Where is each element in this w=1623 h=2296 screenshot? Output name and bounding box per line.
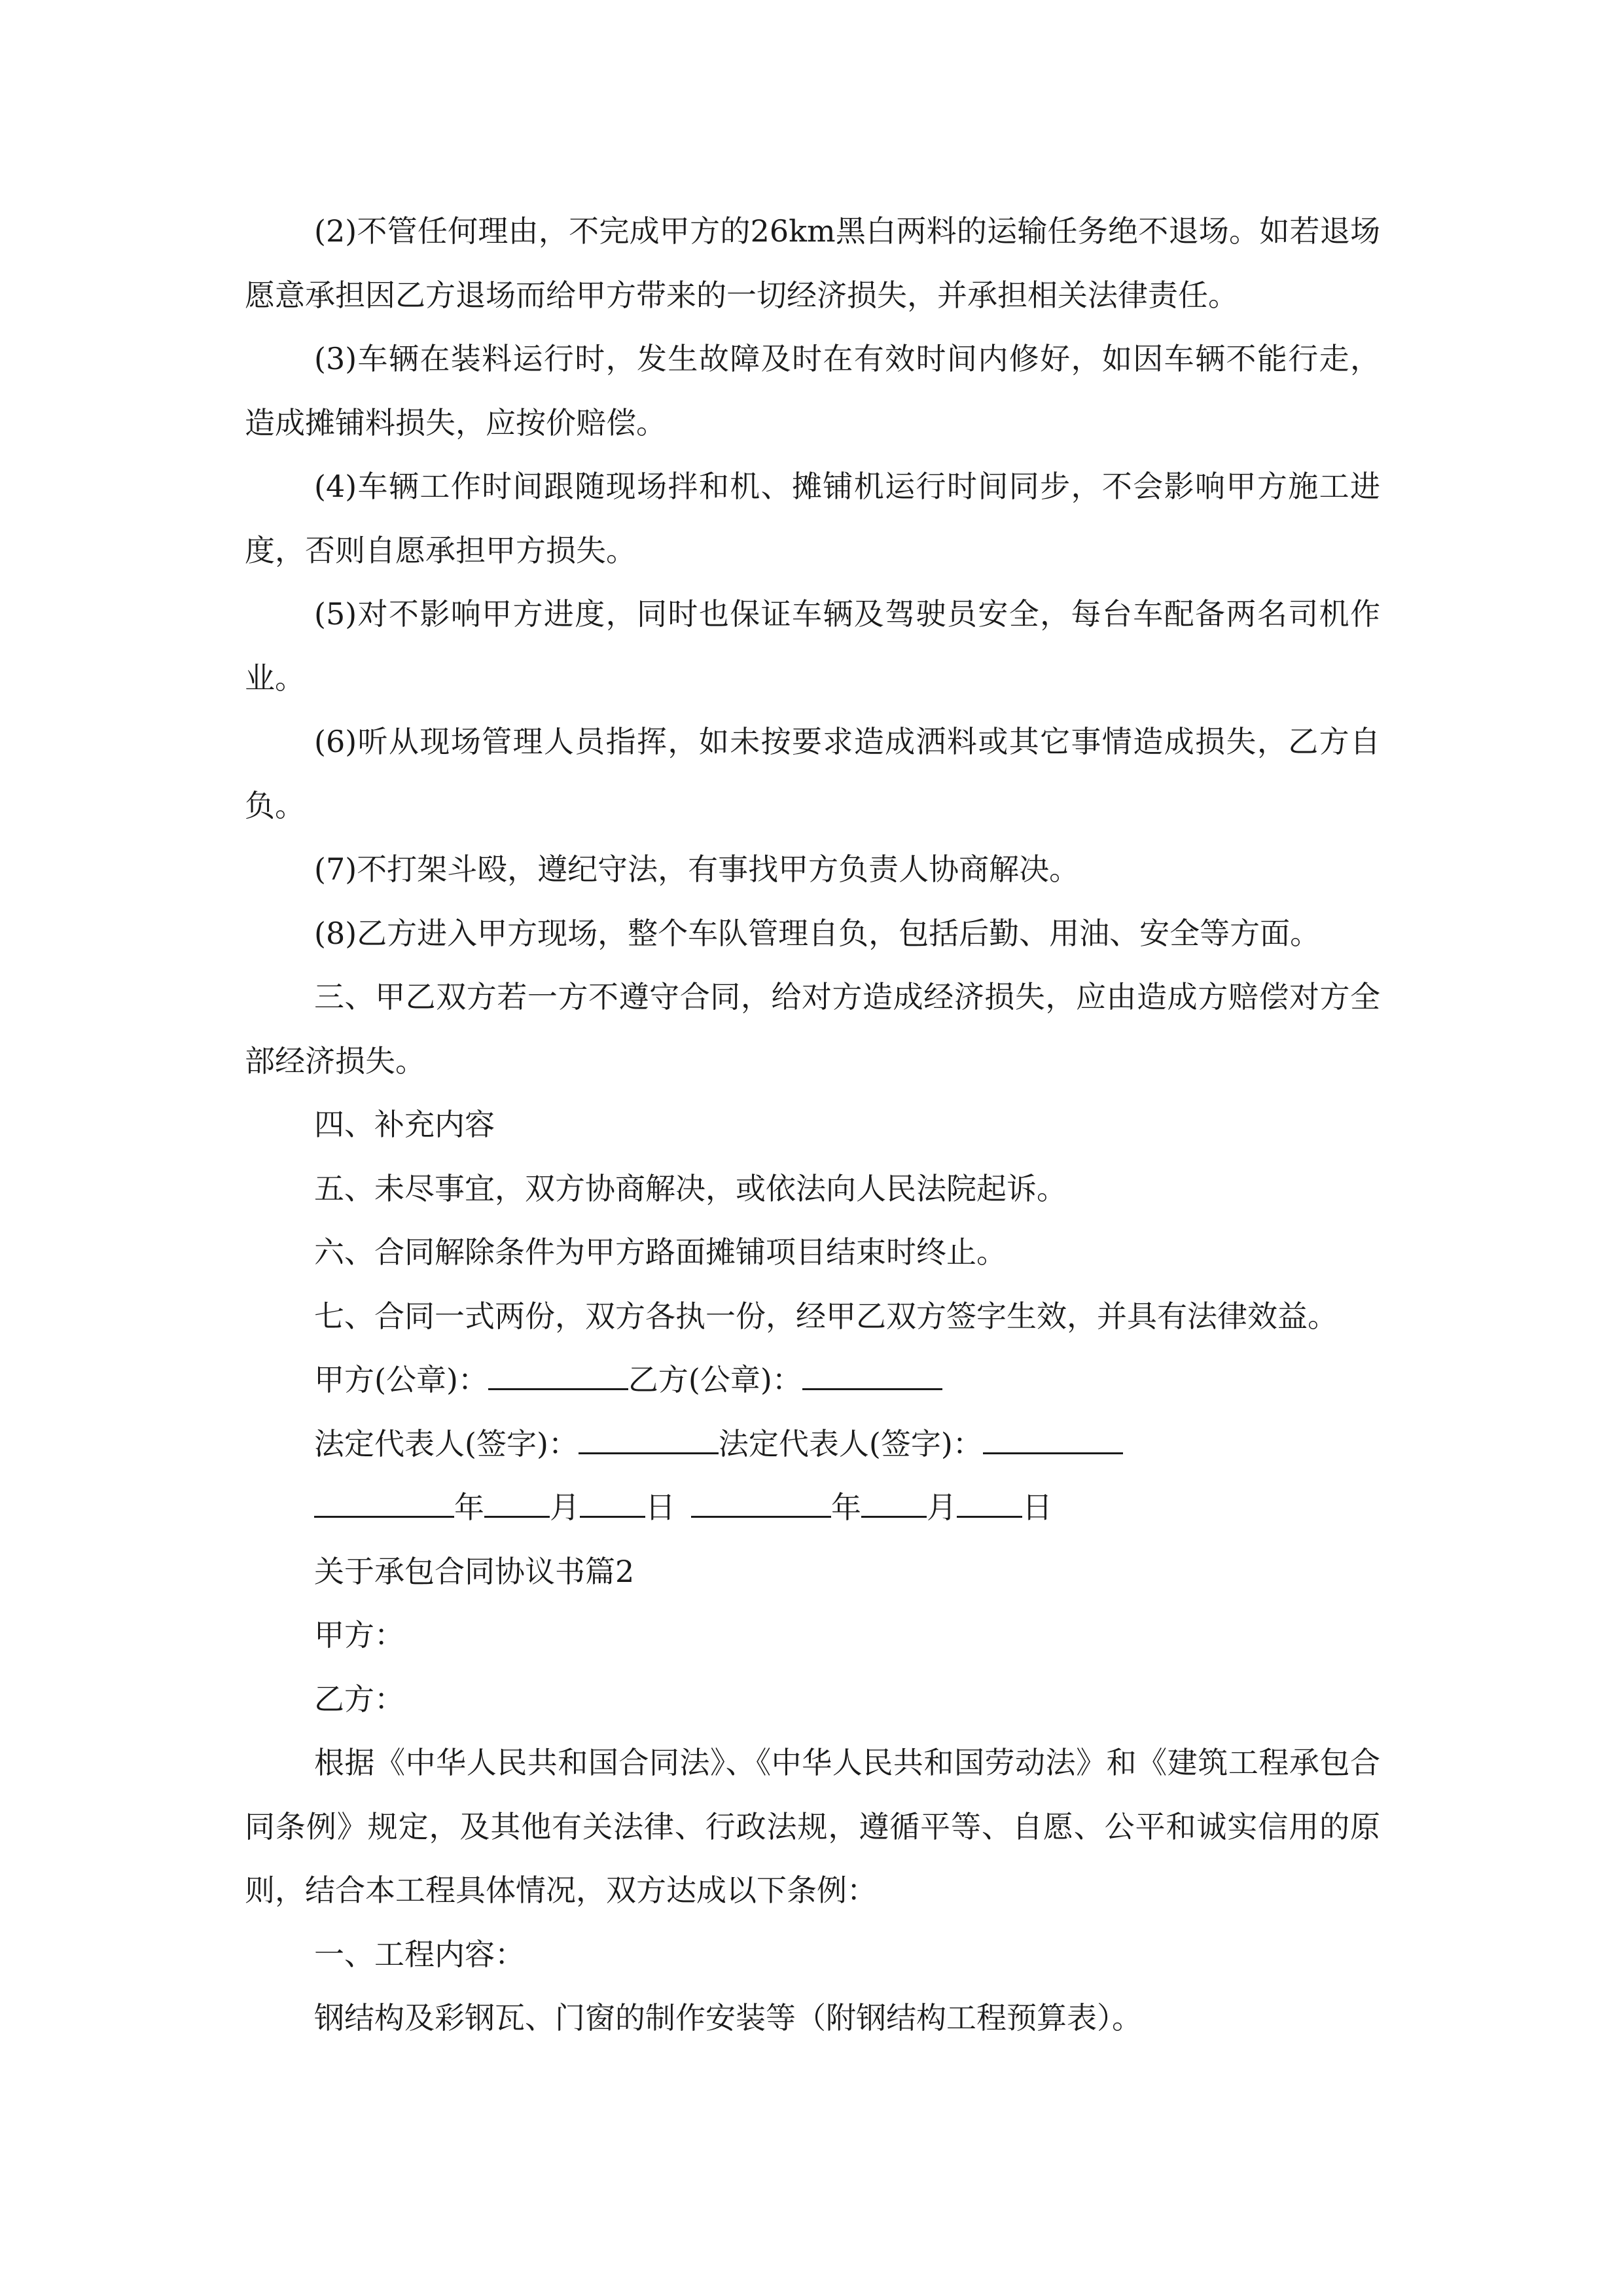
clause-4: (4)车辆工作时间跟随现场拌和机、摊铺机运行时间同步，不会影响甲方施工进度，否则自愿承担甲方损失。: [245, 469, 1380, 568]
party-a-seal-blank: [488, 1349, 628, 1390]
clause-7: (7)不打架斗殴，遵纪守法，有事找甲方负责人协商解决。: [314, 852, 1080, 887]
date-b-month: 月: [927, 1490, 957, 1525]
representative-line: [245, 1412, 1380, 1477]
date-b-day-blank: [957, 1477, 1022, 1518]
section-2-item-1-heading: 一、工程内容：: [314, 1936, 525, 1972]
article-5: 五、未尽事宜，双方协商解决，或依法向人民法院起诉。: [314, 1170, 1067, 1206]
clause-8: (8)乙方进入甲方现场，整个车队管理自负，包括后勤、用油、安全等方面。: [314, 915, 1321, 951]
date-b-year: 年: [831, 1490, 861, 1525]
clause-5: (5)对不影响甲方进度，同时也保证车辆及驾驶员安全，每台车配备两名司机作业。: [245, 596, 1380, 696]
rep-b-label: 法定代表人(签字)：: [718, 1426, 983, 1462]
date-line: [245, 1476, 1380, 1540]
party-b-seal-label: 乙方(公章)：: [628, 1362, 802, 1397]
clause-6: (6)听从现场管理人员指挥，如未按要求造成洒料或其它事情造成损失，乙方自负。: [245, 724, 1380, 823]
document-body: [245, 200, 1380, 2051]
rep-b-blank: [983, 1413, 1123, 1454]
party-a-seal-label: 甲方(公章)：: [314, 1362, 488, 1397]
date-b-year-blank: [691, 1477, 831, 1518]
date-a-month-blank: [484, 1477, 550, 1518]
article-4: 四、补充内容: [314, 1107, 495, 1142]
date-a-day-blank: [580, 1477, 645, 1518]
article-6: 六、合同解除条件为甲方路面摊铺项目结束时终止。: [314, 1234, 1007, 1270]
section-2-party-a: 甲方：: [314, 1617, 404, 1653]
section-2-title: 关于承包合同协议书篇2: [314, 1553, 635, 1589]
date-a-day: 日: [645, 1490, 675, 1525]
date-a-year: 年: [454, 1490, 484, 1525]
article-7: 七、合同一式两份，双方各执一份，经甲乙双方签字生效，并具有法律效益。: [314, 1298, 1338, 1334]
rep-a-label: 法定代表人(签字)：: [314, 1426, 579, 1462]
clause-2: (2)不管任何理由，不完成甲方的26km黑白两料的运输任务绝不退场。如若退场愿意承担因乙方退场而给甲方带来的一切经济损失，并承担相关法律责任。: [245, 213, 1380, 313]
section-2-party-b: 乙方：: [314, 1681, 404, 1717]
date-a-year-blank: [314, 1477, 454, 1518]
section-2-item-1-body: 钢结构及彩钢瓦、门窗的制作安装等（附钢结构工程预算表）。: [314, 2000, 1142, 2036]
date-b-day: 日: [1022, 1490, 1052, 1525]
date-a-month: 月: [550, 1490, 580, 1525]
party-b-seal-blank: [802, 1349, 942, 1390]
article-3: 三、甲乙双方若一方不遵守合同，给对方造成经济损失，应由造成方赔偿对方全部经济损失。: [245, 979, 1380, 1079]
rep-a-blank: [579, 1413, 719, 1454]
date-b-month-blank: [861, 1477, 927, 1518]
clause-3: (3)车辆在装料运行时，发生故障及时在有效时间内修好，如因车辆不能行走，造成摊铺料损失，应按价赔偿。: [245, 341, 1380, 440]
seal-line: [245, 1348, 1380, 1412]
section-2-intro: 根据《中华人民共和国合同法》、《中华人民共和国劳动法》和《建筑工程承包合同条例》规定，及其他有关法律、行政法规，遵循平等、自愿、公平和诚实信用的原则，结合本工程具体情况，双方达成以下条例：: [245, 1745, 1380, 1908]
